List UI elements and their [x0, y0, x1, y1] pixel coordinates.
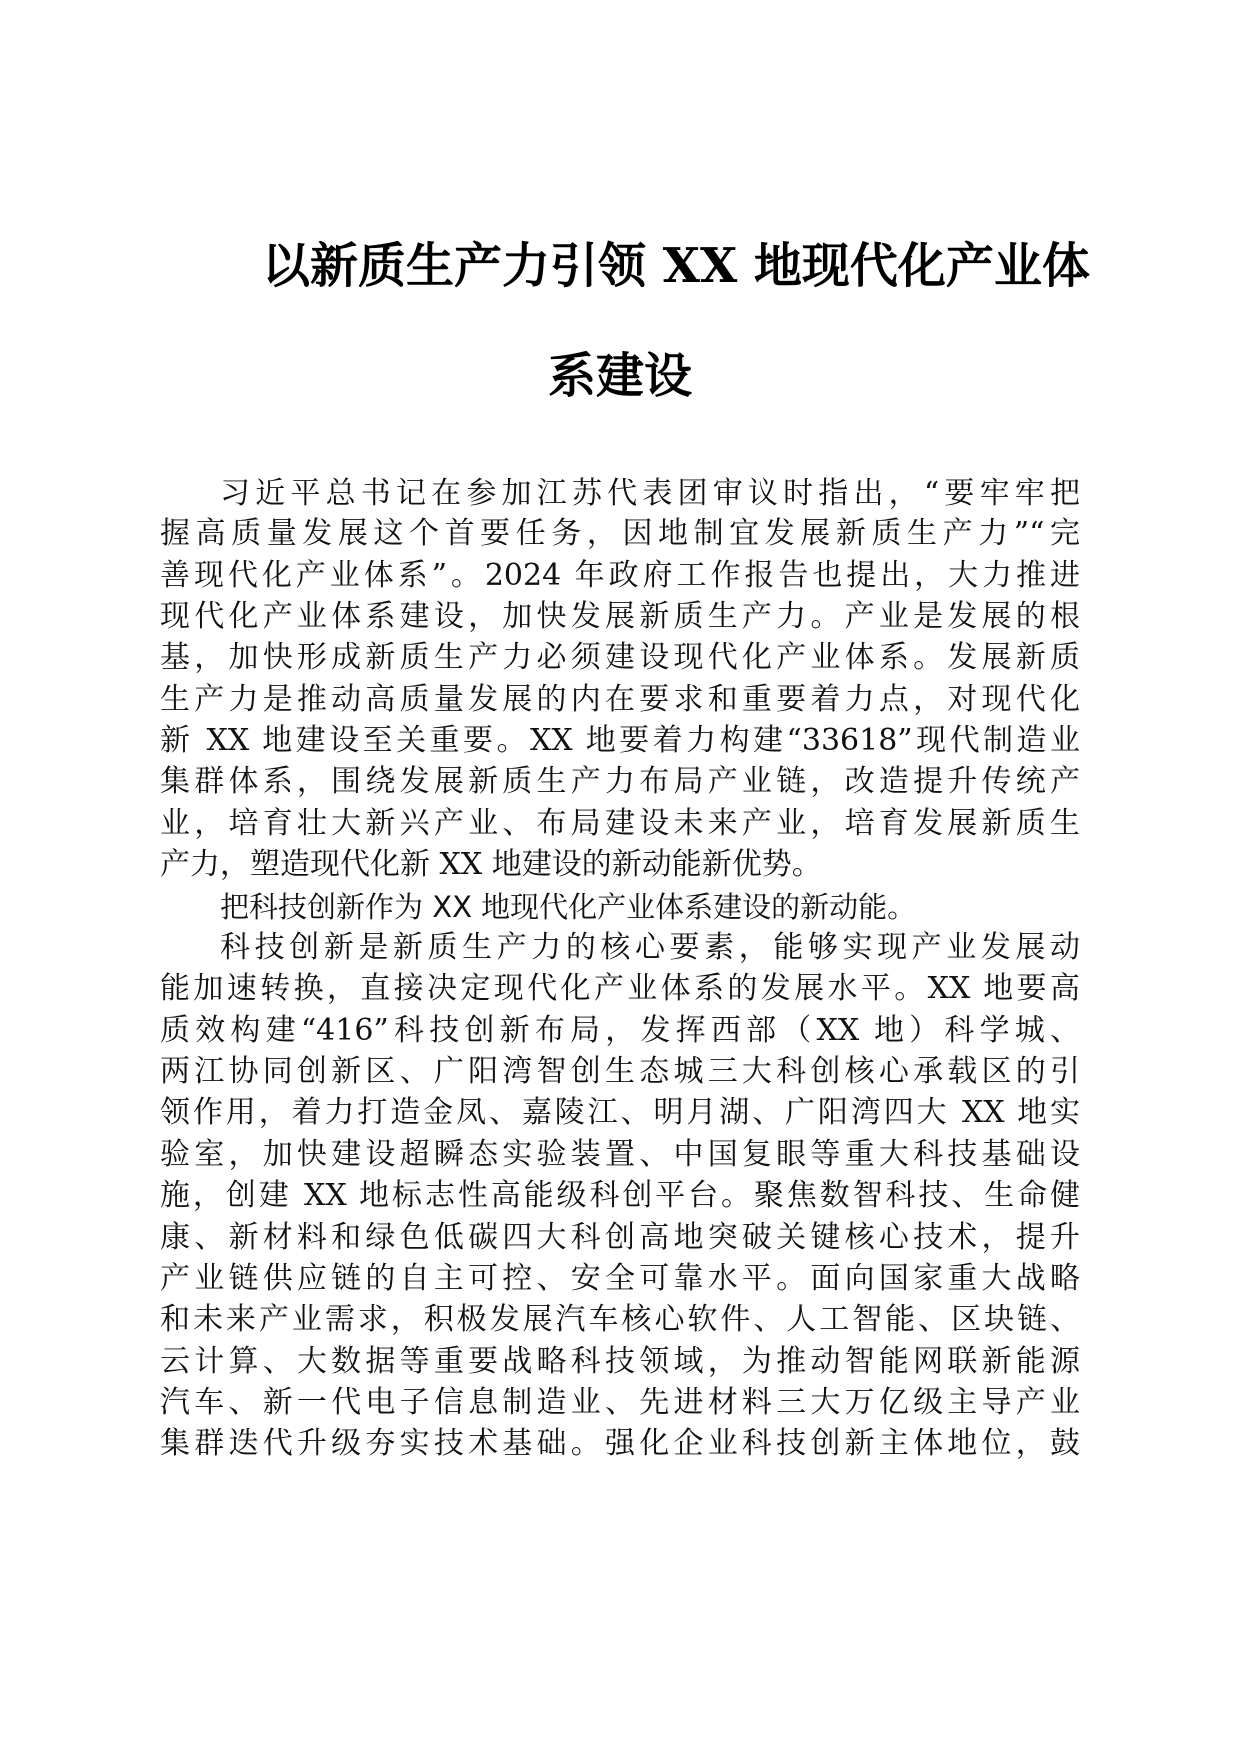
paragraph-1-line: 新 XX 地建设至关重要。XX 地要着力构建“33618”现代制造业	[160, 723, 1080, 758]
paragraph-1-line: 生产力是推动高质量发展的内在要求和重要着力点，对现代化	[160, 682, 1080, 717]
paragraph-2-line: 科技创新是新质生产力的核心要素，能够实现产业发展动	[220, 930, 1080, 965]
section-heading: 把科技创新作为 XX 地现代化产业体系建设的新动能。	[220, 890, 917, 924]
paragraph-1-line: 产力，塑造现代化新 XX 地建设的新动能新优势。	[160, 847, 822, 882]
paragraph-2-line: 汽车、新一代电子信息制造业、先进材料三大万亿级主导产业	[160, 1385, 1080, 1420]
paragraph-2-line: 质效构建“416”科技创新布局，发挥西部（XX 地）科学城、	[160, 1013, 1080, 1048]
paragraph-2-line: 领作用，着力打造金凤、嘉陵江、明月湖、广阳湾四大 XX 地实	[160, 1095, 1080, 1130]
paragraph-2-line: 施，创建 XX 地标志性高能级科创平台。聚焦数智科技、生命健	[160, 1178, 1080, 1213]
paragraph-1-line: 业，培育壮大新兴产业、布局建设未来产业，培育发展新质生	[160, 806, 1080, 841]
paragraph-2-line: 集群迭代升级夯实技术基础。强化企业科技创新主体地位，鼓	[160, 1426, 1080, 1461]
paragraph-1-line: 基，加快形成新质生产力必须建设现代化产业体系。发展新质	[160, 640, 1080, 675]
document-title-line-2: 系建设	[547, 348, 692, 404]
paragraph-2-line: 康、新材料和绿色低碳四大科创高地突破关键核心技术，提升	[160, 1220, 1080, 1255]
paragraph-2-line: 和未来产业需求，积极发展汽车核心软件、人工智能、区块链、	[160, 1302, 1080, 1337]
document-title-line-1: 以新质生产力引领 XX 地现代化产业体	[262, 238, 1090, 294]
paragraph-1-line: 集群体系，围绕发展新质生产力布局产业链，改造提升传统产	[160, 764, 1080, 799]
paragraph-2-line: 能加速转换，直接决定现代化产业体系的发展水平。XX 地要高	[160, 971, 1080, 1006]
paragraph-1-line: 习近平总书记在参加江苏代表团审议时指出，“要牢牢把	[220, 476, 1080, 511]
paragraph-1-line: 善现代化产业体系”。2024 年政府工作报告也提出，大力推进	[160, 558, 1080, 593]
paragraph-2-line: 两江协同创新区、广阳湾智创生态城三大科创核心承载区的引	[160, 1054, 1080, 1089]
paragraph-2-line: 验室，加快建设超瞬态实验装置、中国复眼等重大科技基础设	[160, 1137, 1080, 1172]
paragraph-1-line: 现代化产业体系建设，加快发展新质生产力。产业是发展的根	[160, 599, 1080, 634]
paragraph-2-line: 云计算、大数据等重要战略科技领域，为推动智能网联新能源	[160, 1344, 1080, 1379]
paragraph-1-line: 握高质量发展这个首要任务，因地制宜发展新质生产力”“完	[160, 516, 1080, 551]
paragraph-2-line: 产业链供应链的自主可控、安全可靠水平。面向国家重大战略	[160, 1261, 1080, 1296]
